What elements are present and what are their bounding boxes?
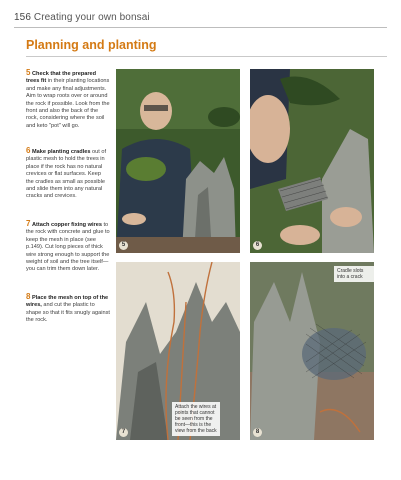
photo-step-5 — [116, 69, 240, 253]
photo-step-8 — [250, 262, 374, 440]
running-header — [14, 12, 150, 23]
step-number: 6 — [26, 146, 31, 155]
step-heading: Make planting cradles — [32, 149, 91, 155]
step-number: 7 — [26, 219, 31, 228]
photo-step-6 — [250, 69, 374, 253]
step-heading: Attach copper fixing wires — [32, 222, 102, 228]
section-name: Creating your own bonsai — [33, 12, 150, 23]
photo-5-illustration — [116, 69, 240, 253]
photo-6-illustration — [250, 69, 374, 253]
step-heading: Check that the prepared trees fit — [26, 71, 97, 85]
photo-8-illustration — [250, 262, 374, 440]
step-body: and cut the plastic to shape so that it fits snugly against the rock. — [26, 302, 110, 324]
step-body: in their planting locations and make any final adjustments. Aim to wrap roots over or around the rock if possible. Look from the front and also the back of the rock, considering where the soil and keto "pot" will go. — [26, 78, 110, 129]
step-heading: Place the mesh on top of the wires, — [26, 295, 109, 309]
photo-caption: Attach the wires at points that cannot be seen from the front—this is the view from the back — [172, 402, 220, 436]
step-7-text — [26, 220, 110, 274]
page-number: 156 — [14, 12, 31, 23]
photo-caption: Cradle slots into a crack — [334, 266, 374, 282]
photo-number-badge: 5 — [119, 241, 128, 250]
photo-step-7 — [116, 262, 240, 440]
step-number: 8 — [26, 292, 31, 301]
step-6-text — [26, 147, 110, 201]
header-rule — [14, 27, 387, 28]
photo-number-badge: 7 — [119, 428, 128, 437]
photo-number-badge: 8 — [253, 428, 262, 437]
step-5-text — [26, 69, 110, 130]
step-body: to the rock with concrete and glue to keep the mesh in place (see p.149). Cut long pieces of thick wire strong enough to support the weight of soil and the tree itself—you can trim them down later. — [26, 222, 110, 273]
step-number: 5 — [26, 68, 31, 77]
step-8-text — [26, 293, 110, 325]
title-rule — [26, 56, 387, 57]
page-title: Planning and planting — [26, 38, 157, 52]
photo-number-badge: 6 — [253, 241, 262, 250]
step-body: out of plastic mesh to hold the trees in place if the rock has no natural crevices or flat surfaces. Keep the cradles as small as possible and slide them into any natural cracks and crevices. — [26, 149, 107, 200]
